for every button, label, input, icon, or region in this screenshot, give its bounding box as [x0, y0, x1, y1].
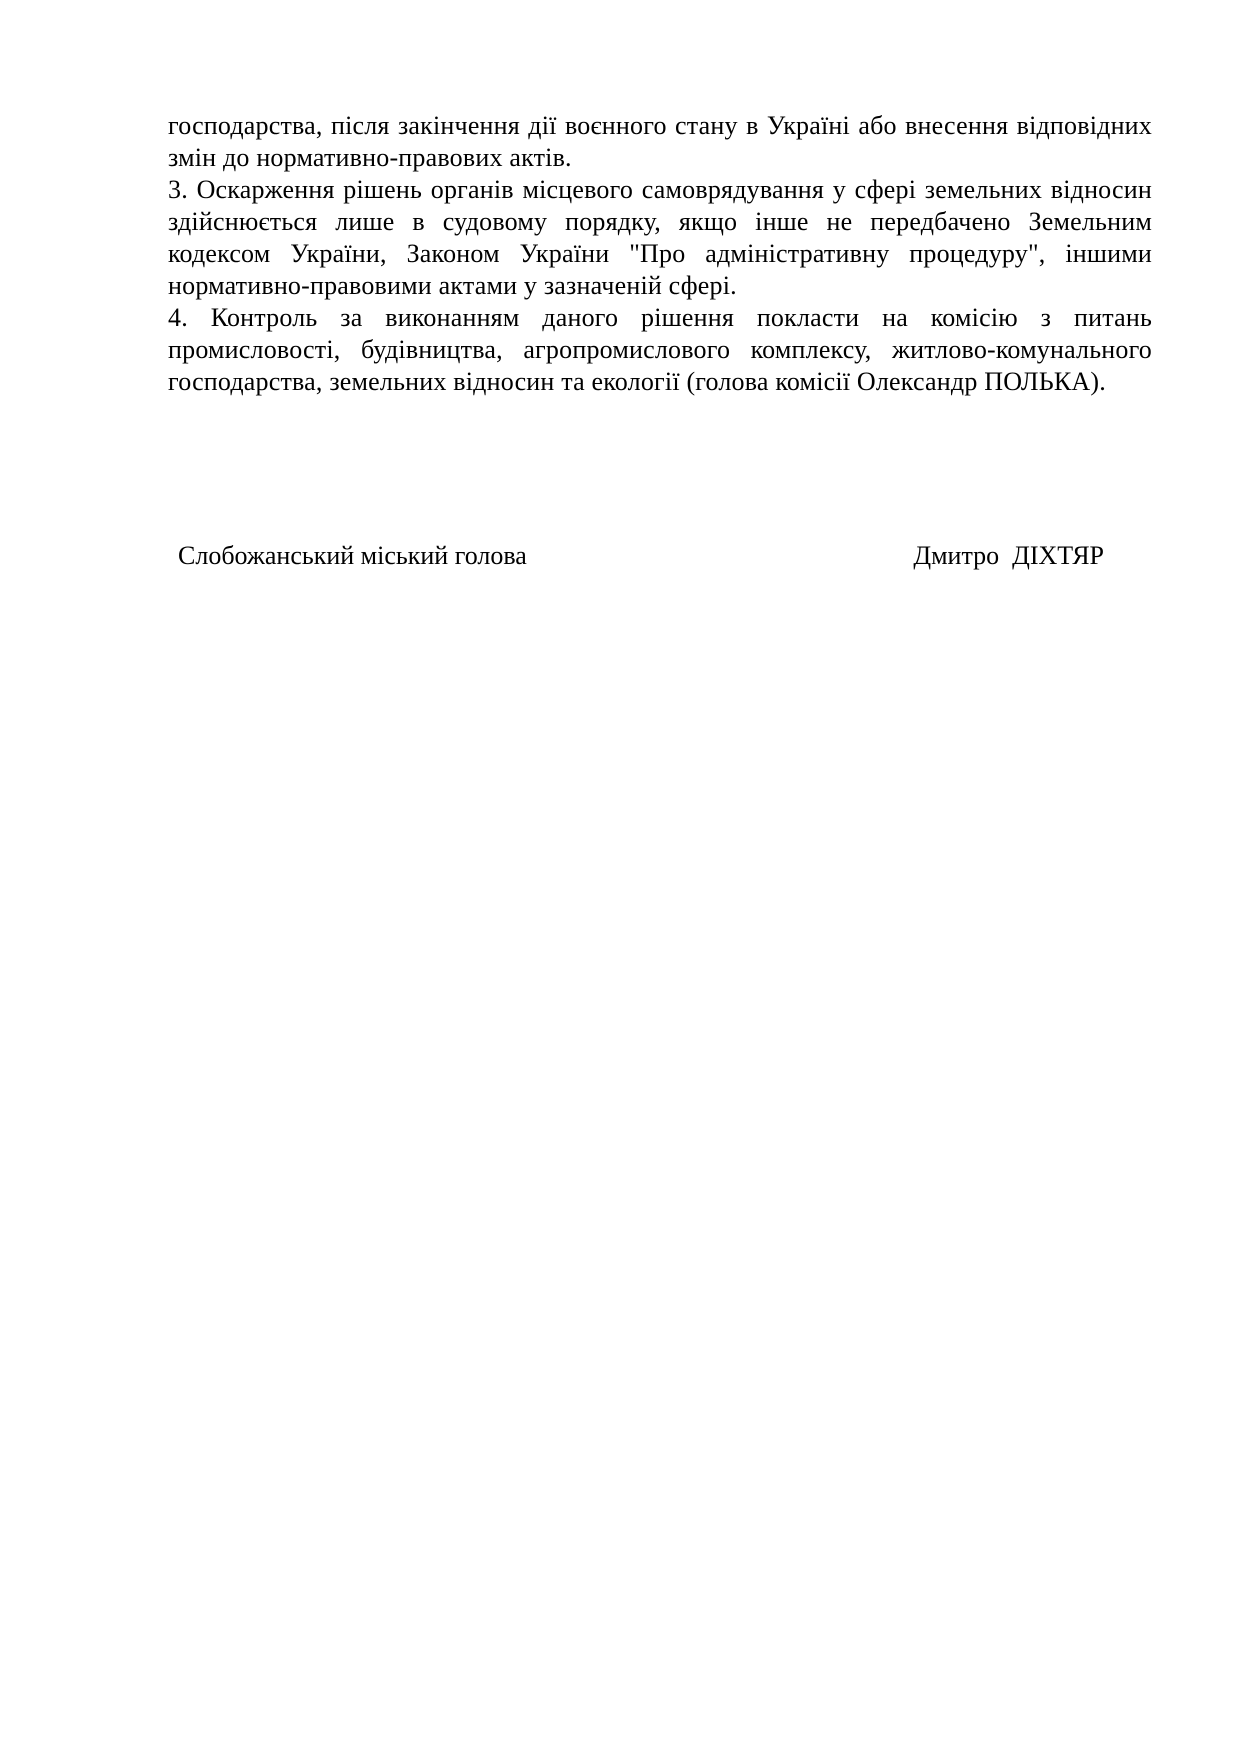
paragraph-item-3: 3. Оскарження рішень органів місцевого самоврядування у сфері земельних відносин здійснюється лише в судовому порядку, якщо інше не передбачено Земельним кодексом України, Законом України "Про адміністративну процедуру", іншими нормативно-правовими актами у зазначеній сфері. — [168, 175, 1152, 300]
document-body — [168, 110, 1152, 572]
paragraph-continuation: господарства, після закінчення дії воєнного стану в Україні або внесення відповідних змін до нормативно-правових актів. — [168, 111, 1152, 172]
signature-row — [168, 540, 1152, 572]
paragraph-item-4: 4. Контроль за виконанням даного рішення покласти на комісію з питань промисловості, будівництва, агропромислового комплексу, житлово-комунального господарства, земельних відносин та екології (голова комісії Олександр ПОЛЬКА). — [168, 303, 1152, 396]
signature-name: Дмитро ДІХТЯР — [913, 541, 1104, 570]
signature-title: Слобожанський міський голова — [178, 541, 527, 570]
